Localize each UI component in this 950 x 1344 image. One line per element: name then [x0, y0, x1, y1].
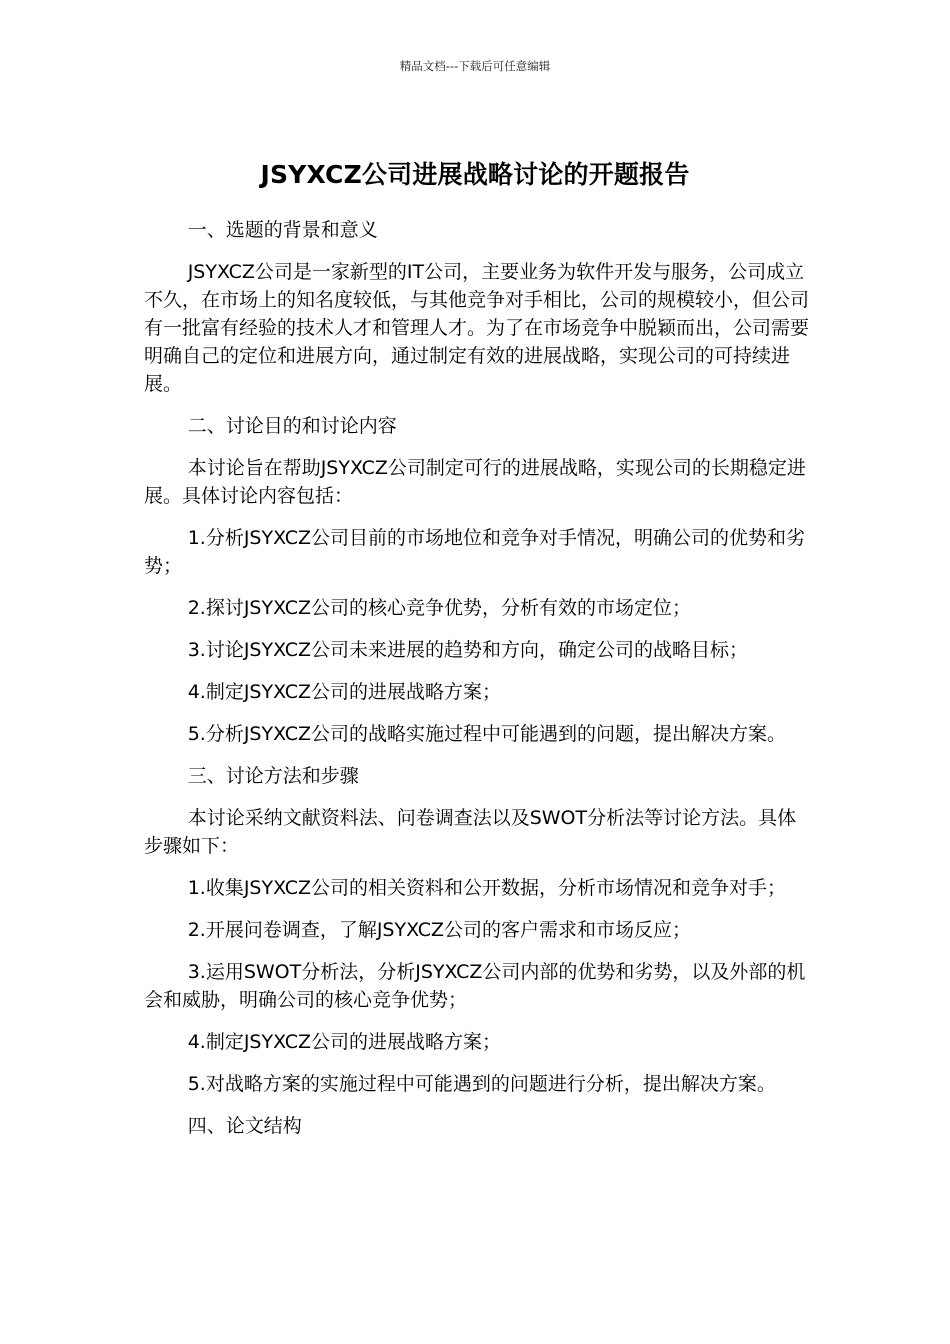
- list-item: 4.制定JSYXCZ公司的进展战略方案；: [187, 1031, 502, 1053]
- section-heading: 三、讨论方法和步骤: [187, 765, 359, 787]
- list-item: 4.制定JSYXCZ公司的进展战略方案；: [187, 681, 502, 703]
- section-heading: 一、选题的背景和意义: [187, 219, 378, 241]
- document-body: [144, 216, 809, 1154]
- list-item: 3.运用SWOT分析法，分析JSYXCZ公司内部的优势和劣势，以及外部的机会和威胁，明确公司的核心竞争优势；: [144, 961, 806, 1011]
- list-item: 1.分析JSYXCZ公司目前的市场地位和竞争对手情况，明确公司的优势和劣势；: [144, 527, 806, 577]
- list-item: 5.对战略方案的实施过程中可能遇到的问题进行分析，提出解决方案。: [187, 1073, 776, 1095]
- list-item: 5.分析JSYXCZ公司的战略实施过程中可能遇到的问题，提出解决方案。: [187, 723, 787, 745]
- section-heading: 四、论文结构: [187, 1115, 302, 1137]
- list-item: 2.探讨JSYXCZ公司的核心竞争优势，分析有效的市场定位；: [187, 597, 692, 619]
- list-item: 1.收集JSYXCZ公司的相关资料和公开数据，分析市场情况和竞争对手；: [187, 877, 787, 899]
- document-title: JSYXCZ公司进展战略讨论的开题报告: [260, 159, 690, 189]
- list-item: 2.开展问卷调查，了解JSYXCZ公司的客户需求和市场反应；: [187, 919, 692, 941]
- list-item: 3.讨论JSYXCZ公司未来进展的趋势和方向，确定公司的战略目标；: [187, 639, 749, 661]
- paragraph: 本讨论采纳文献资料法、问卷调查法以及SWOT分析法等讨论方法。具体步骤如下：: [144, 807, 797, 857]
- section-heading: 二、讨论目的和讨论内容: [187, 415, 397, 437]
- page-header-note: 精品文档---下载后可任意编辑: [399, 59, 551, 73]
- paragraph: 本讨论旨在帮助JSYXCZ公司制定可行的进展战略，实现公司的长期稳定进展。具体讨论内容包括：: [144, 457, 806, 507]
- paragraph: JSYXCZ公司是一家新型的IT公司，主要业务为软件开发与服务，公司成立不久，在市场上的知名度较低，与其他竞争对手相比，公司的规模较小，但公司有一批富有经验的技术人才和管理人才。为了在市场竞争中脱颖而出，公司需要明确自己的定位和进展方向，通过制定有效的进展战略，实现公司的可持续进展。: [144, 261, 810, 395]
